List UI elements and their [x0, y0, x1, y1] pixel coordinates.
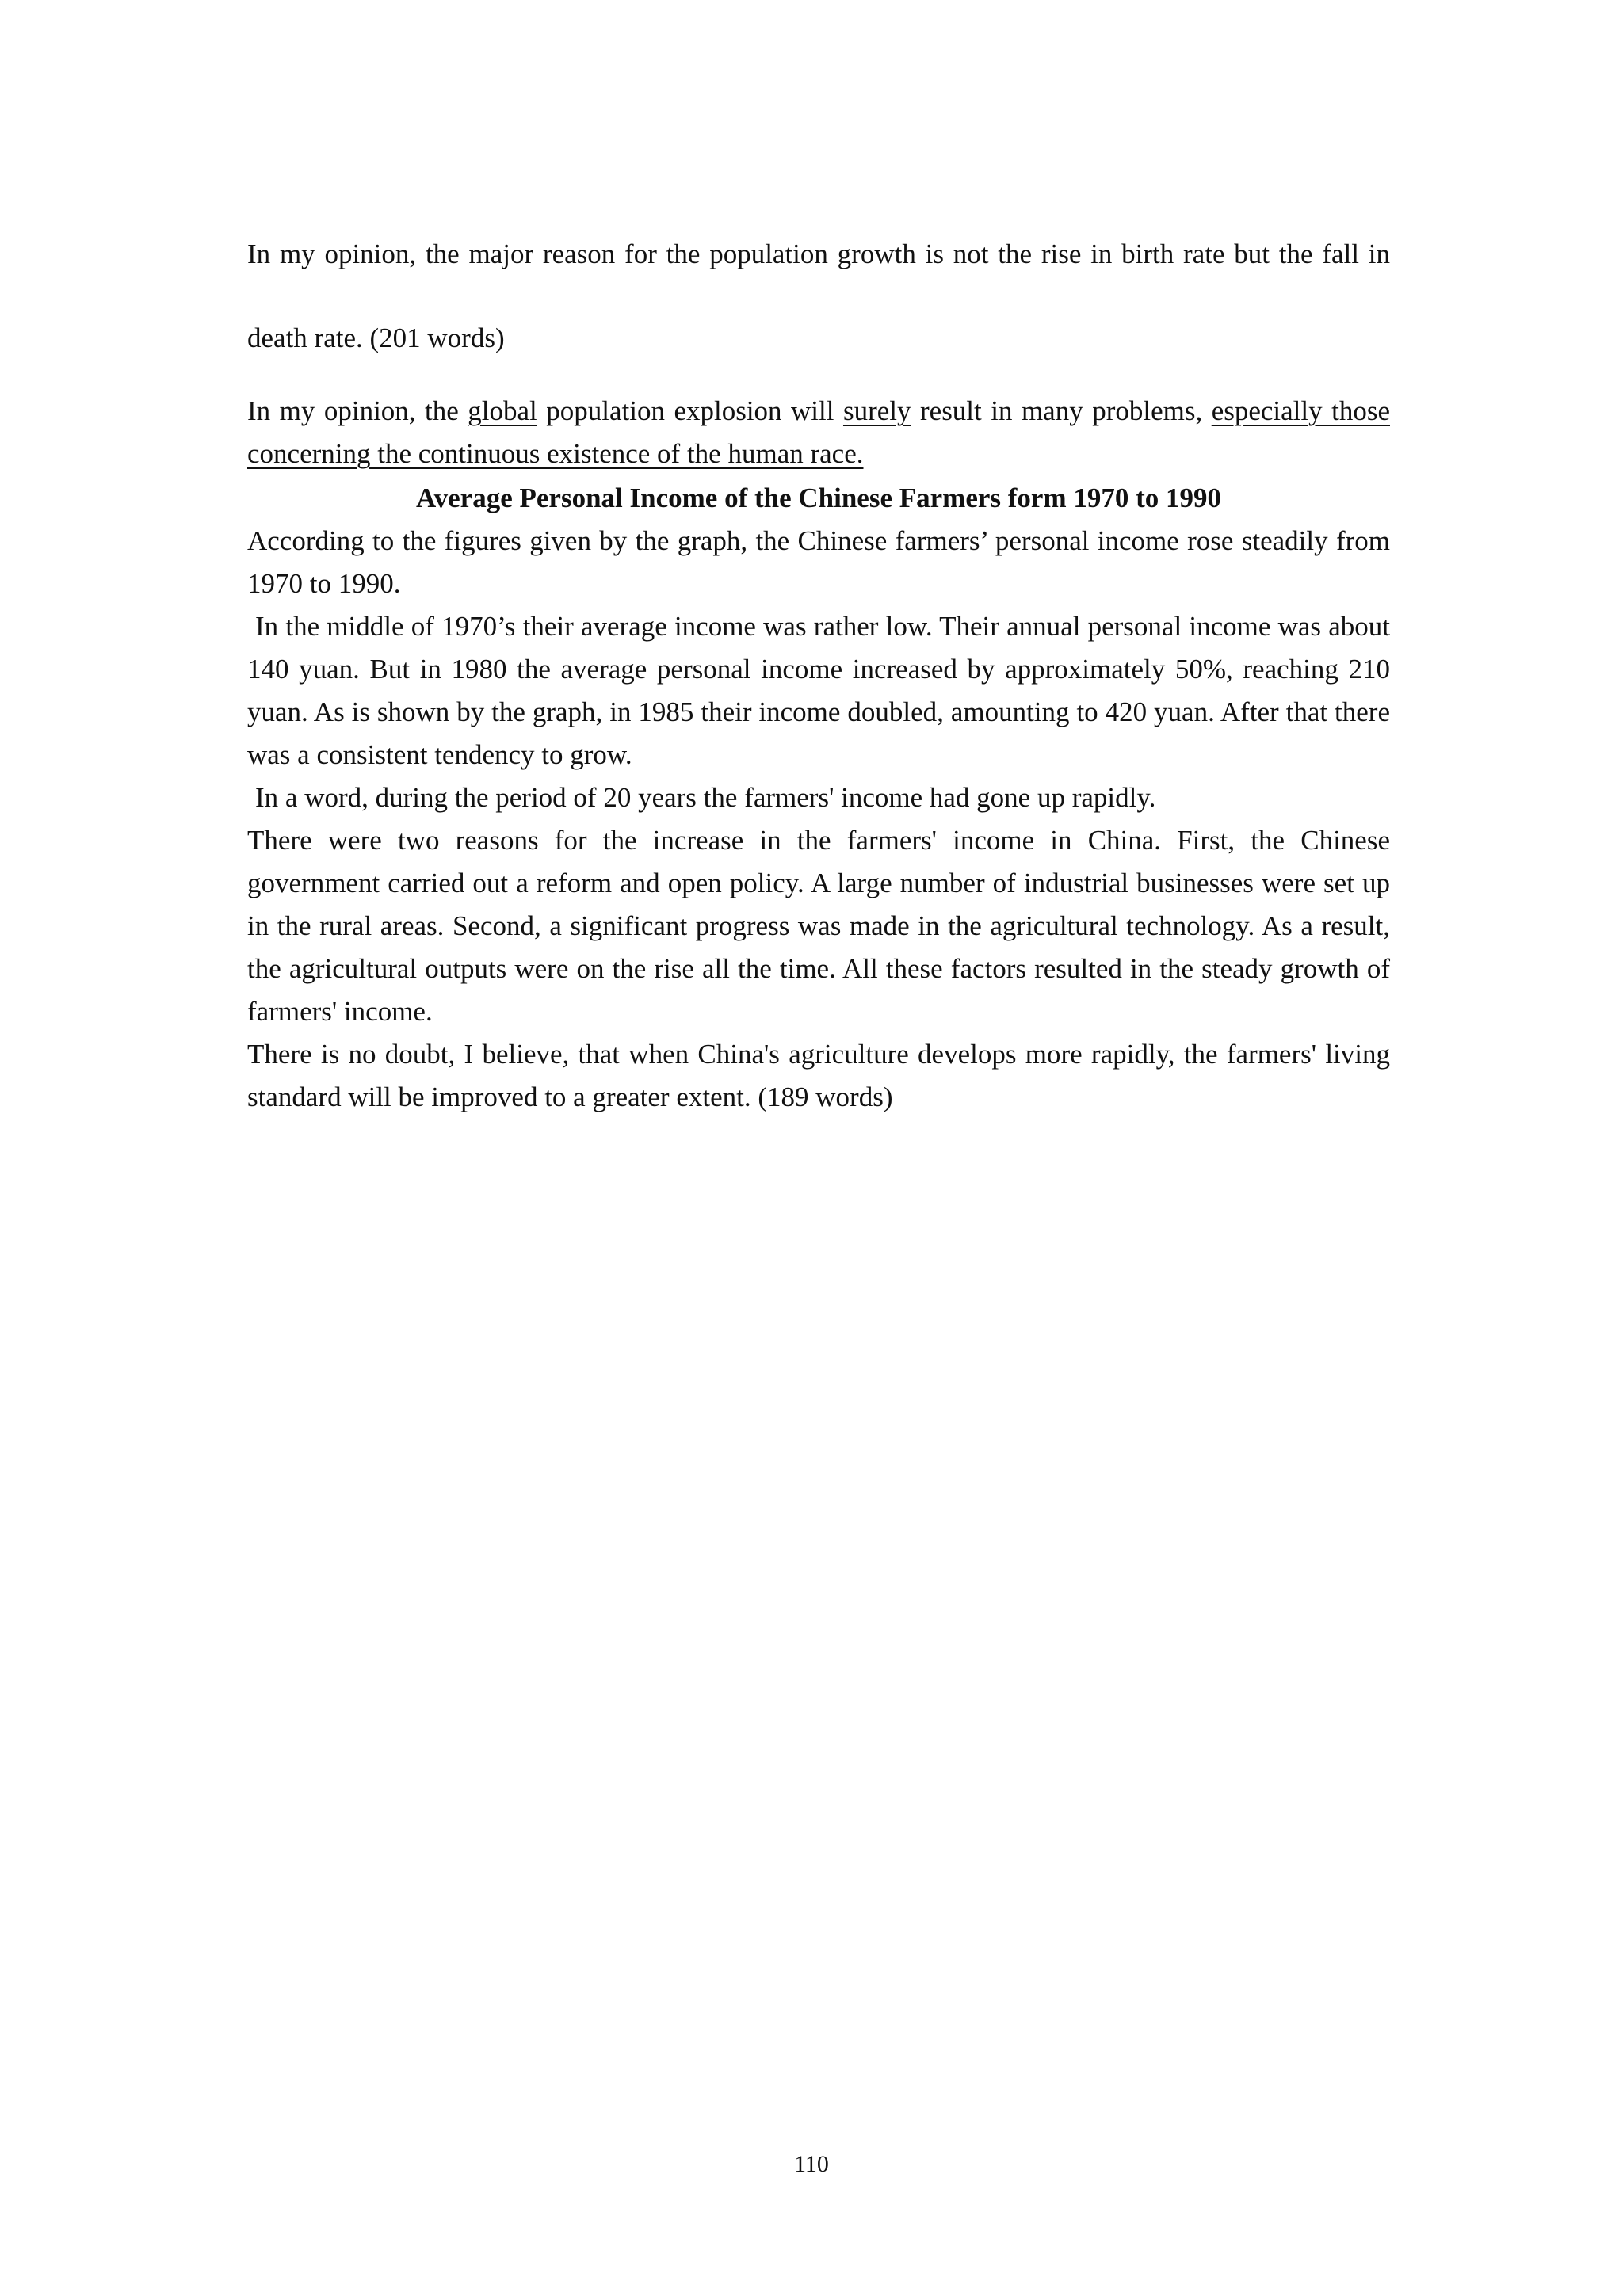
opinion-2-mid-2: result in many problems,	[911, 395, 1212, 426]
opinion-2-lead: In my opinion, the	[247, 395, 468, 426]
essay-title: Average Personal Income of the Chinese Farmers form 1970 to 1990	[415, 482, 1222, 513]
essay-paragraph-1: According to the figures given by the graph, the Chinese farmers’ personal income rose steadily from 1970 to 1990.	[247, 525, 1390, 599]
essay-paragraph-4: There were two reasons for the increase in the farmers' income in China. First, the Chinese government carried out a reform and open policy. A large number of industrial businesses were set up in the rural areas. Second, a significant progress was made in the agricultural technology. As a result, the agricultural outputs were on the rise all the time. All these factors resulted in the steady growth of farmers' income.	[247, 825, 1390, 1027]
opinion-paragraph-2	[247, 390, 1390, 475]
underlined-phrase-especially: especially those concerning the continuous existence of the human race.	[247, 395, 1390, 469]
opinion-2-mid-1: population explosion will	[537, 395, 843, 426]
essay-paragraph-2: In the middle of 1970’s their average income was rather low. Their annual personal income was about 140 yuan. But in 1980 the average personal income increased by approximately 50%, reaching 210 yuan. As is shown by the graph, in 1985 their income doubled, amounting to 420 yuan. After that there was a consistent tendency to grow.	[247, 611, 1390, 770]
underlined-word-surely: surely	[842, 395, 911, 426]
opinion-paragraph-1	[247, 212, 1390, 380]
essay-section	[247, 477, 1390, 1119]
essay-paragraph-3: In a word, during the period of 20 years the farmers' income had gone up rapidly.	[255, 782, 1156, 813]
essay-paragraph-5: There is no doubt, I believe, that when China's agriculture develops more rapidly, the farmers' living standard will be improved to a greater extent. (189 words)	[247, 1039, 1390, 1112]
underlined-word-global: global	[468, 395, 537, 426]
opinion-2-text	[247, 390, 1390, 475]
page-number: 110	[794, 2151, 829, 2177]
opinion-1-text: In my opinion, the major reason for the population growth is not the rise in birth rate but the fall in death rate. (201 words)	[247, 238, 1390, 353]
